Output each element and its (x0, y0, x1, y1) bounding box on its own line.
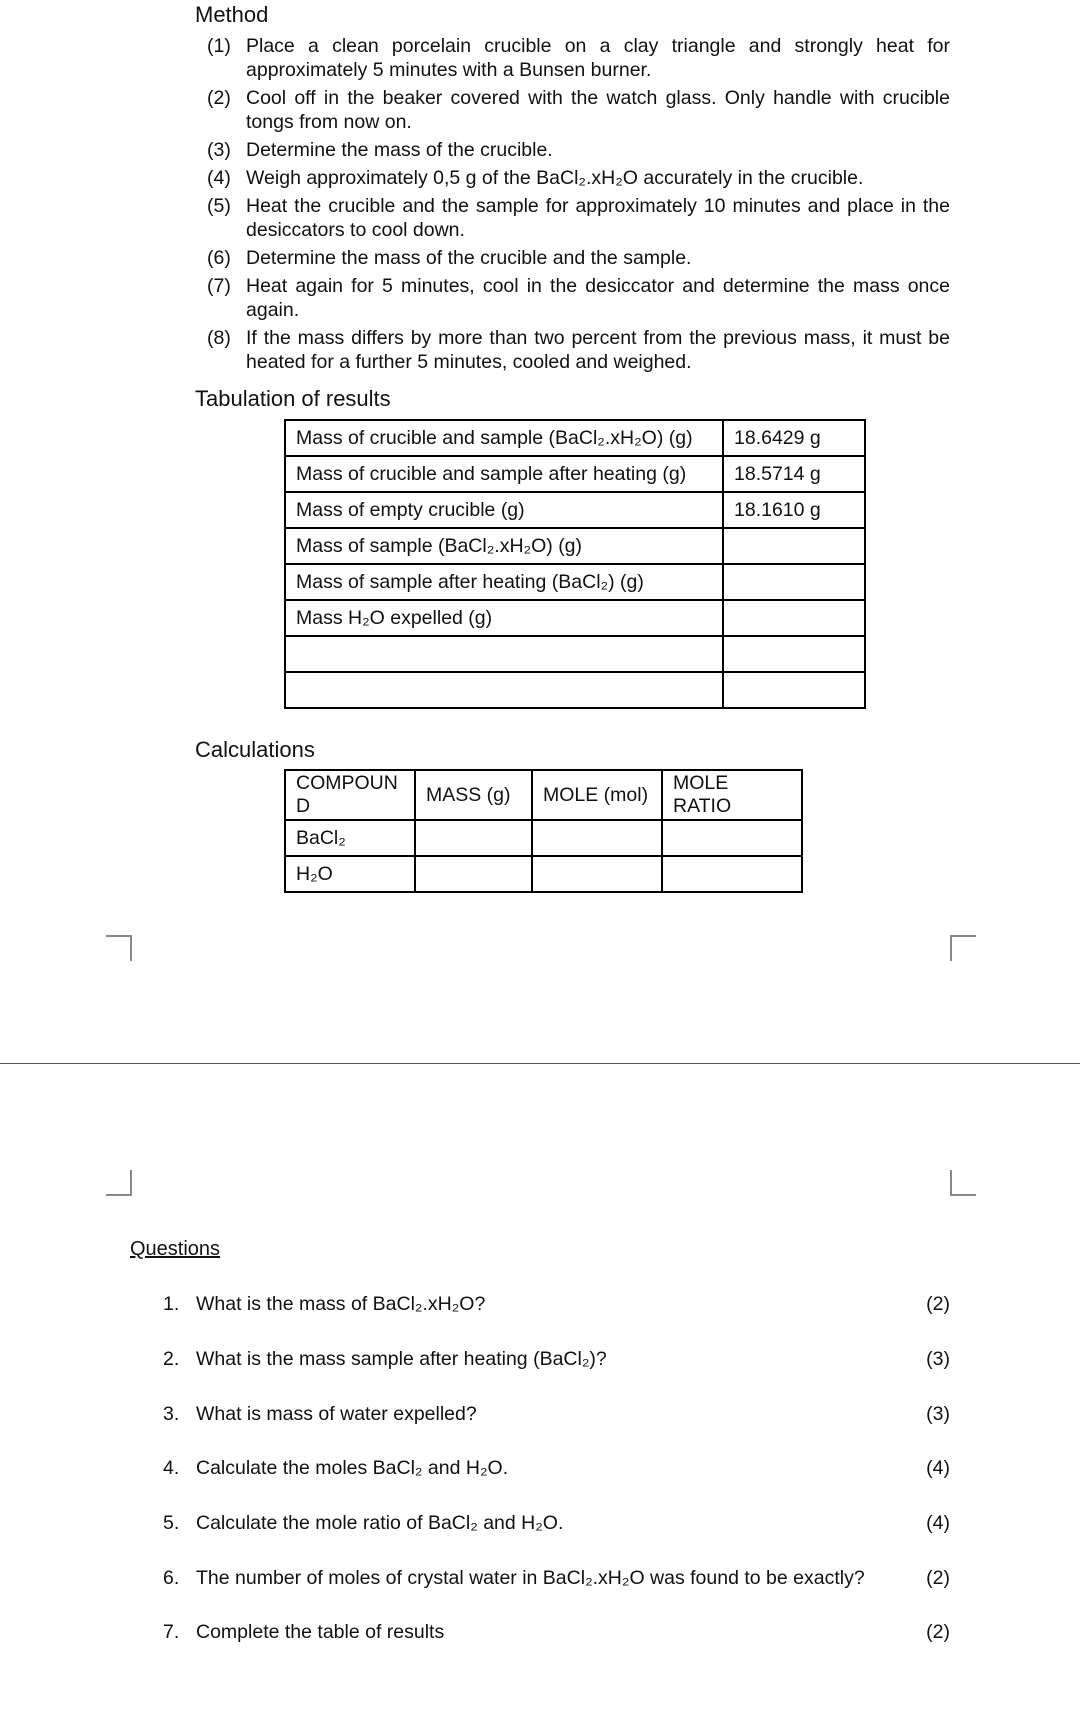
table-row (285, 600, 865, 636)
step-text: Place a clean porcelain crucible on a clay triangle and strongly heat for approximately 5 minutes with a Bunsen burner. (246, 35, 950, 81)
table-row (285, 420, 865, 456)
row-value[interactable]: 18.6429 g (723, 420, 865, 456)
method-step (207, 194, 950, 242)
step-number: (4) (207, 167, 231, 189)
calculations-heading: Calculations (195, 737, 315, 762)
question-item (163, 1403, 950, 1426)
table-row (285, 856, 802, 892)
compound-cell: H₂O (285, 856, 415, 892)
method-step (207, 166, 950, 190)
step-number: (2) (207, 87, 231, 109)
row-value[interactable]: 18.5714 g (723, 456, 865, 492)
question-number: 2. (163, 1348, 180, 1370)
column-header-mole-ratio: MOLE RATIO (662, 770, 802, 820)
table-row (285, 564, 865, 600)
step-number: (7) (207, 275, 231, 297)
table-row (285, 492, 865, 528)
step-number: (1) (207, 35, 231, 57)
row-value[interactable] (723, 636, 865, 672)
step-text: If the mass differs by more than two percent from the previous mass, it must be heated for a further 5 minutes, cooled and weighed. (246, 327, 950, 373)
column-header-compound: COMPOUN D (285, 770, 415, 820)
table-row (285, 528, 865, 564)
question-text: The number of moles of crystal water in BaCl₂.xH₂O was found to be exactly? (196, 1567, 865, 1589)
method-step (207, 246, 950, 270)
method-steps (207, 34, 950, 378)
step-number: (5) (207, 195, 231, 217)
column-header-mole: MOLE (mol) (532, 770, 662, 820)
calculations-table (284, 769, 803, 893)
row-label: Mass of empty crucible (g) (285, 492, 723, 528)
step-number: (3) (207, 139, 231, 161)
question-item (163, 1512, 950, 1535)
question-marks: (3) (926, 1348, 950, 1370)
method-heading: Method (195, 2, 269, 27)
question-text: What is mass of water expelled? (196, 1403, 477, 1425)
step-text: Determine the mass of the crucible and the sample. (246, 247, 692, 269)
table-row (285, 672, 865, 708)
step-text: Determine the mass of the crucible. (246, 139, 553, 161)
row-value[interactable]: 18.1610 g (723, 492, 865, 528)
question-number: 3. (163, 1403, 180, 1425)
page-break-divider (0, 1063, 1080, 1064)
method-step (207, 274, 950, 322)
mass-cell[interactable] (415, 820, 532, 856)
page-corner-mark (106, 1170, 132, 1196)
step-number: (6) (207, 247, 231, 269)
question-marks: (4) (926, 1457, 950, 1479)
question-marks: (2) (926, 1293, 950, 1315)
question-item (163, 1293, 950, 1316)
page-corner-mark (106, 935, 132, 961)
method-step (207, 326, 950, 374)
row-label[interactable] (285, 672, 723, 708)
mass-cell[interactable] (415, 856, 532, 892)
row-value[interactable] (723, 528, 865, 564)
column-header-mass: MASS (g) (415, 770, 532, 820)
mole-cell[interactable] (532, 820, 662, 856)
mole-ratio-cell[interactable] (662, 856, 802, 892)
table-row (285, 456, 865, 492)
question-marks: (4) (926, 1512, 950, 1534)
question-number: 5. (163, 1512, 180, 1534)
question-marks: (2) (926, 1621, 950, 1643)
question-marks: (2) (926, 1567, 950, 1589)
row-value[interactable] (723, 600, 865, 636)
question-number: 6. (163, 1567, 180, 1589)
table-row (285, 636, 865, 672)
question-item (163, 1348, 950, 1371)
row-value[interactable] (723, 672, 865, 708)
method-step (207, 86, 950, 134)
question-text: Complete the table of results (196, 1621, 445, 1643)
page-corner-mark (950, 935, 976, 961)
table-header-row (285, 770, 802, 820)
question-number: 4. (163, 1457, 180, 1479)
step-text: Heat the crucible and the sample for approximately 10 minutes and place in the desiccators to cool down. (246, 195, 950, 241)
step-text: Heat again for 5 minutes, cool in the desiccator and determine the mass once again. (246, 275, 950, 321)
question-item (163, 1567, 950, 1590)
mole-cell[interactable] (532, 856, 662, 892)
row-label: Mass H₂O expelled (g) (285, 600, 723, 636)
step-number: (8) (207, 327, 231, 349)
row-label: Mass of sample after heating (BaCl₂) (g) (285, 564, 723, 600)
questions-heading: Questions (130, 1238, 221, 1260)
question-marks: (3) (926, 1403, 950, 1425)
row-value[interactable] (723, 564, 865, 600)
results-heading: Tabulation of results (195, 386, 391, 411)
row-label: Mass of crucible and sample after heating (g) (285, 456, 723, 492)
method-step (207, 138, 950, 162)
question-text: Calculate the moles BaCl₂ and H₂O. (196, 1457, 509, 1479)
question-text: What is the mass sample after heating (BaCl₂)? (196, 1348, 607, 1370)
method-step (207, 34, 950, 82)
table-row (285, 820, 802, 856)
row-label[interactable] (285, 636, 723, 672)
page-corner-mark (950, 1170, 976, 1196)
question-number: 7. (163, 1621, 180, 1643)
question-number: 1. (163, 1293, 180, 1315)
results-table (284, 419, 866, 709)
question-text: Calculate the mole ratio of BaCl₂ and H₂O. (196, 1512, 564, 1534)
question-item (163, 1457, 950, 1480)
step-text: Weigh approximately 0,5 g of the BaCl₂.xH₂O accurately in the crucible. (246, 167, 864, 189)
question-item (163, 1621, 950, 1644)
compound-cell: BaCl₂ (285, 820, 415, 856)
row-label: Mass of crucible and sample (BaCl₂.xH₂O) (g) (285, 420, 723, 456)
row-label: Mass of sample (BaCl₂.xH₂O) (g) (285, 528, 723, 564)
step-text: Cool off in the beaker covered with the watch glass. Only handle with crucible tongs from now on. (246, 87, 950, 133)
mole-ratio-cell[interactable] (662, 820, 802, 856)
question-text: What is the mass of BaCl₂.xH₂O? (196, 1293, 486, 1315)
